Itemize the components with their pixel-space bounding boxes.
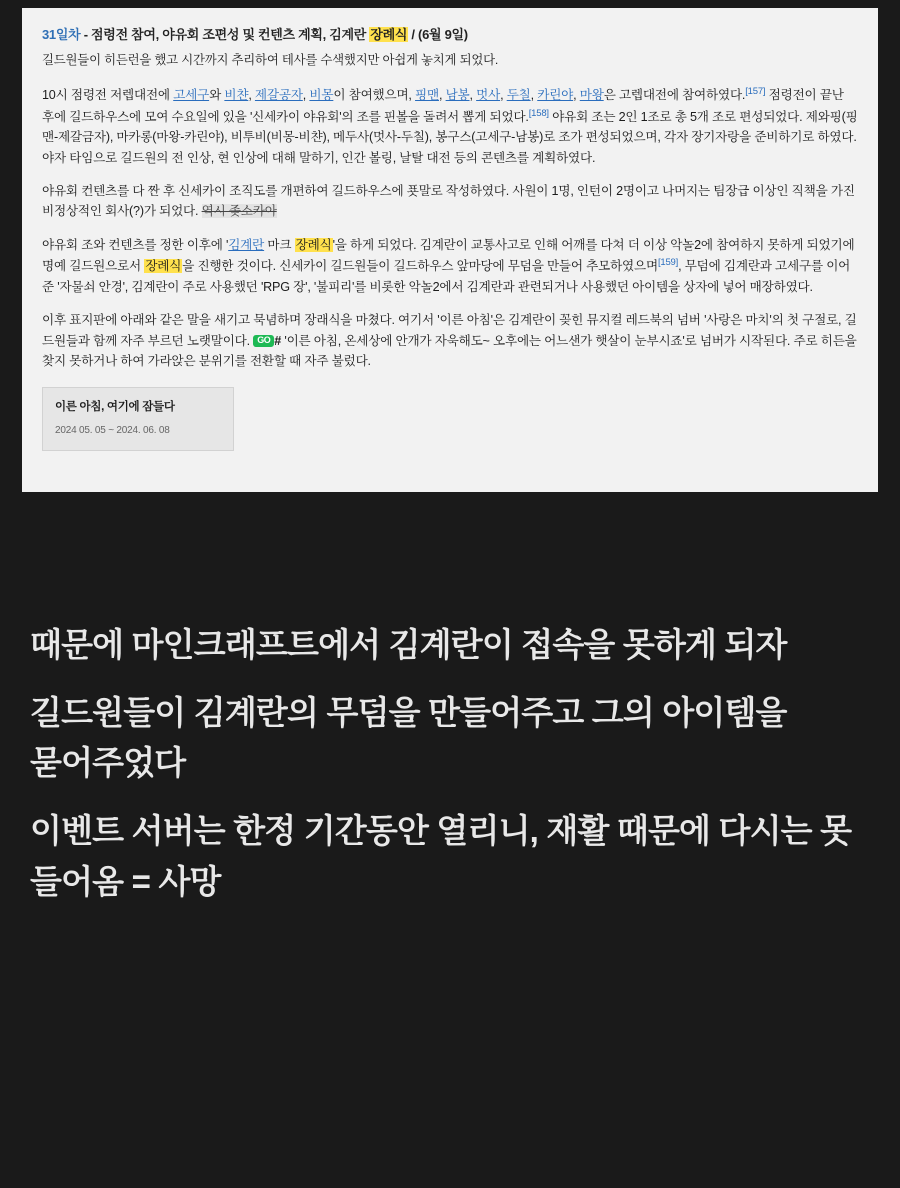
song-date-range: 2024 05. 05 ~ 2024. 06. 08 (55, 425, 170, 437)
highlighted-term: 장례식 (295, 237, 332, 252)
heading-dash: - (80, 27, 92, 42)
caption-line-2: 길드원들이 김계란의 무덤을 만들어주고 그의 아이템을 묻어주었다 (30, 694, 787, 782)
text-run: , (438, 88, 446, 103)
text-run: '을 하게 되었다. 김계란이 교통사고로 인해 어깨를 다쳐 더 이상 악놀2에 참여하지 못하게 되었기에 명예 길드원으로서 (42, 237, 855, 274)
paragraph (42, 310, 858, 371)
text-run: 와 (209, 88, 225, 103)
document-body (42, 24, 858, 451)
text-run: , (573, 88, 580, 103)
wiki-link[interactable]: 비챤 (224, 88, 249, 103)
text-run: 야유회 조는 2인 1조로 총 5개 조로 편성되었다. 제와핑(핑맨-제갈금자), 마카롱(마왕-카린야), 비투비(비몽-비챤), 메두사(멋사-두칠), 봉구스(고세구-남봉)로 조가 편성되었으며, 각자 장기자랑을 준비하기로 하였다. 야자 타임으로 길드원의 전 인상, 현 인상에 대해 말하기, 인간 볼링, 날탈 대전 등의 콘텐츠를 계획하였다. (42, 109, 858, 165)
text-run: '이른 아침, 온세상에 안개가 자욱해도~ 오후에는 어느샌가 햇살이 눈부시죠'로 넘버가 시작된다. 주로 히든을 찾지 못하거나 하여 가라앉은 분위기를 전환할 때 자주 불렀다. (42, 333, 857, 368)
text-run: 은 고렙대전에 참여하였다. (603, 88, 746, 103)
wiki-link[interactable]: 두칠 (506, 88, 531, 103)
text-run: , (530, 88, 538, 103)
wiki-link[interactable]: 비몽 (309, 88, 334, 103)
text-run: , (302, 88, 310, 103)
wiki-link[interactable]: 제갈공자 (254, 88, 303, 103)
paragraph (42, 181, 858, 222)
text-run: 야유회 컨텐츠를 다 짠 후 신세카이 조직도를 개편하여 길드하우스에 푯말로 작성하였다. 사원이 1명, 인턴이 2명이고 나머지는 팀장급 이상인 직책을 가진 비정상적인 회사(?)가 되었다. (42, 184, 855, 219)
text-run: 이후 표지판에 아래와 같은 말을 새기고 묵념하며 장래식을 마쳤다. 여기서 '이른 아침'은 김계란이 꽂힌 뮤지컬 레드북의 넘버 '사랑은 마치'의 첫 구절로, 길드원들과 함께 자주 부르던 노랫말이다. (42, 313, 857, 348)
footnote-ref[interactable]: [159] (657, 257, 679, 269)
song-title: 이른 아침, 여기에 잠들다 (55, 401, 175, 414)
wiki-link[interactable]: 카린야 (537, 88, 574, 103)
struck-text: 역시 좆소카아 (201, 204, 277, 219)
wiki-link[interactable]: 핑맨 (415, 88, 439, 103)
text-run: , 무덤에 김계란과 고세구를 이어준 '자물쇠 안경', 김계란이 주로 사용했던 'RPG 장', '불피리'를 비롯한 악놀2에서 김계란과 관련되거나 사용했던 아이템을 상자에 넣어 매장하였다. (42, 259, 851, 294)
text-run: 야유회 조와 컨텐츠를 정한 이후에 ' (42, 237, 229, 252)
text-run: 마크 (264, 237, 295, 252)
go-badge-icon[interactable]: GO (253, 335, 274, 347)
text-run: , (500, 88, 507, 103)
caption-line-3: 이벤트 서버는 한정 기간동안 열리니, 재활 때문에 다시는 못 들어옴 = 사망 (30, 812, 852, 900)
heading-highlight: 장례식 (370, 27, 408, 42)
text-run: , (469, 88, 477, 103)
paragraph-container (42, 84, 858, 371)
wiki-link[interactable]: 멋사 (476, 88, 501, 103)
paragraph (42, 84, 858, 168)
wiki-link[interactable]: 남봉 (445, 88, 470, 103)
text-run: 을 진행한 것이다. 신세카이 길드원들이 길드하우스 앞마당에 무덤을 만들어 추모하였으며 (182, 259, 658, 274)
day-counter: 31일차 (42, 27, 81, 42)
wiki-link[interactable]: 김계란 (228, 237, 265, 252)
wiki-link[interactable]: 마왕 (579, 88, 604, 103)
text-run: 점령전이 끝난 후에 길드하우스에 모여 수요일에 있을 '신세카이 야유회'의 조를 핀볼을 돌려서 뽑게 되었다. (42, 88, 844, 124)
heading-text-after: / (6월 9일) (408, 27, 468, 42)
footnote-ref[interactable]: [158] (528, 107, 549, 119)
text-run: 10시 점령전 저렙대전에 (42, 88, 174, 103)
highlighted-term: 장례식 (145, 259, 182, 274)
footnote-ref[interactable]: [157] (745, 86, 766, 98)
song-memorial-box (42, 387, 234, 451)
caption-line-1: 때문에 마인크래프트에서 김계란이 접속을 못하게 되자 (30, 626, 787, 663)
section-heading (42, 24, 858, 45)
caption-block (0, 620, 900, 907)
paragraph (42, 235, 858, 297)
section-subheading: 길드원들이 히든런을 했고 시간까지 추리하여 테사를 수색했지만 아쉽게 놓치게 되었다. (42, 53, 499, 68)
hash-marker: # (274, 333, 282, 348)
document-card (22, 8, 878, 492)
text-run: , (248, 88, 255, 103)
text-run: 이 참여했으며, (333, 88, 416, 103)
heading-text-before: 점령전 참여, 야유회 조편성 및 컨텐츠 계획, 김계란 (91, 27, 370, 42)
wiki-link[interactable]: 고세구 (173, 88, 210, 103)
